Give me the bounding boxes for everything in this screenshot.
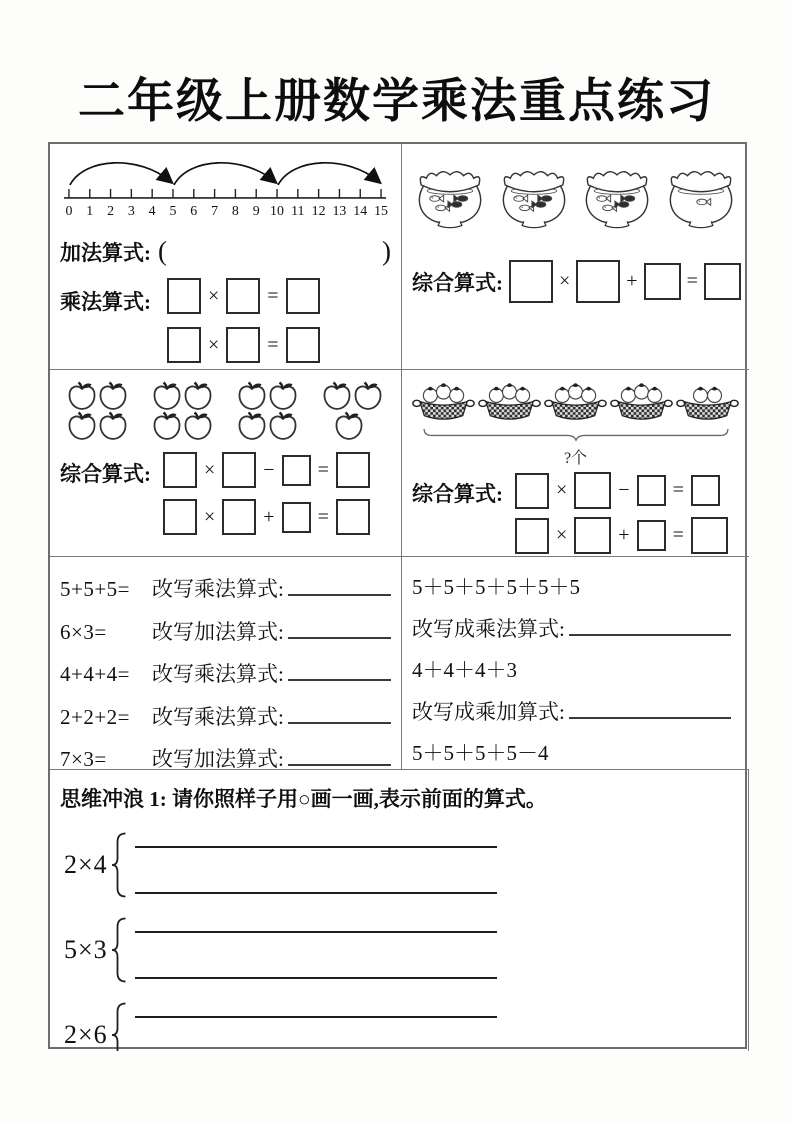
task-label: 改写乘法算式: [152,704,284,729]
page-title: 二年级上册数学乘法重点练习 [78,76,715,128]
apple-group-icon [151,380,215,442]
answer-box[interactable] [286,327,320,363]
rewrite-row [60,573,391,603]
svg-text:11: 11 [291,203,305,218]
answer-blank[interactable] [288,703,391,724]
task-label: 改写加法算式: [152,747,284,770]
fishbowl-icon [496,162,572,230]
answer-blank[interactable] [288,575,391,596]
answer-box[interactable] [222,499,256,535]
drawing-line-blank[interactable] [135,892,497,894]
times-operator: × [208,284,220,307]
answer-box[interactable] [167,278,201,314]
svg-text:10: 10 [270,203,284,218]
answer-box[interactable] [576,260,620,303]
plus-operator: + [618,524,630,546]
multiplication-equation-1 [167,278,320,314]
times-operator: × [208,333,220,356]
expression: 2+2+2= [60,704,131,729]
quantity-question-label: ?个 [563,450,588,467]
times-operator: × [556,524,568,546]
equals-operator: = [267,284,279,307]
answer-box[interactable] [336,452,370,488]
answer-box[interactable] [282,455,311,486]
rewrite-row [60,658,391,688]
plus-operator: + [626,270,638,292]
answer-box[interactable] [574,517,611,554]
svg-text:5: 5 [169,203,177,218]
times-operator: × [559,270,571,292]
combined-equations [60,452,391,535]
close-paren: ) [382,236,391,266]
expression-row [412,654,739,684]
thinking-heading: 思维冲浪 1: 请你照样子用○画一画,表示前面的算式。 [60,787,547,811]
apple-groups-row [60,380,391,442]
apple-group-icon [66,380,130,442]
answer-box[interactable] [691,475,720,506]
number-line-icon [60,154,390,218]
underbrace-icon [413,427,739,442]
section-number-line [50,144,402,370]
basket-icon [676,380,739,425]
drawing-line-blank[interactable] [135,931,497,933]
worksheet-table [48,142,747,1049]
answer-box[interactable] [637,475,666,506]
answer-box[interactable] [644,263,681,300]
drawing-item [64,917,738,983]
section-fishbowls [402,144,749,370]
equals-operator: = [672,524,684,546]
plus-operator: + [263,505,275,528]
expression: 6×3= [60,619,107,644]
apple-group-icon [236,380,300,442]
number-line-figure [60,154,391,223]
equals-operator: = [686,270,698,292]
svg-text:14: 14 [353,203,368,218]
apple-group-icon [321,380,385,442]
drawing-item [64,832,738,898]
equals-operator: = [317,505,329,528]
svg-text:12: 12 [311,203,326,218]
expression: 4＋4＋4＋3 [412,658,517,682]
left-brace-icon [111,1002,127,1051]
open-paren: ( [158,236,167,266]
svg-text:13: 13 [332,203,347,218]
section-thinking-surf [50,770,749,1051]
answer-box[interactable] [226,327,260,363]
task-row [412,696,739,726]
answer-box[interactable] [691,517,728,554]
answer-box[interactable] [222,452,256,488]
combined-equation-row [412,260,739,303]
combined-equations [412,472,739,554]
answer-box[interactable] [163,499,197,535]
expression-label: 2×4 [64,850,108,879]
fishbowl-icon [663,162,739,230]
expression-label: 2×6 [64,1020,108,1049]
equals-operator: = [267,333,279,356]
answer-blank[interactable] [569,698,731,719]
svg-text:1: 1 [86,203,94,218]
left-brace-icon [111,917,127,983]
svg-text:3: 3 [127,203,135,218]
answer-box[interactable] [336,499,370,535]
answer-box[interactable] [286,278,320,314]
equals-operator: = [317,458,329,481]
expression: 5＋5＋5＋5＋5＋5 [412,575,580,599]
drawing-line-blank[interactable] [135,846,497,848]
answer-box[interactable] [704,263,741,300]
basket-icon [412,380,475,425]
times-operator: × [204,505,216,528]
answer-box[interactable] [167,327,201,363]
multiplication-block [60,278,391,363]
rewrite-row [60,701,391,731]
task-label: 改写乘法算式: [152,577,284,601]
drawing-line-blank[interactable] [135,977,497,979]
combined-label: 综合算式: [412,270,503,295]
combined-label: 综合算式: [60,462,151,486]
task-label: 改写加法算式: [152,619,284,644]
answer-box[interactable] [282,502,311,533]
fishbowls-row [412,162,739,230]
task-label: 改写成乘法算式: [412,616,565,641]
rewrite-row [60,743,391,770]
multiplication-equation-2 [167,327,320,363]
task-label: 改写成乘加算式: [412,699,565,724]
section-apples [50,370,402,557]
combined-equation-2 [163,499,370,535]
addition-equation-row [60,236,391,267]
answer-box[interactable] [509,260,553,303]
fishbowl-icon [579,162,655,230]
combined-equation-1 [515,472,728,509]
svg-text:8: 8 [231,203,239,218]
left-brace-icon [111,832,127,898]
expression: 5+5+5= [60,577,131,601]
svg-text:7: 7 [211,203,219,218]
answer-blank[interactable] [569,615,731,636]
combined-equation-2 [515,517,728,554]
drawing-line-blank[interactable] [135,1016,497,1018]
baskets-row [412,380,739,425]
expression: 5＋5＋5＋5－4 [412,741,549,765]
task-row [412,613,739,643]
multiplication-label: 乘法算式: [60,290,151,314]
rewrite-row [60,616,391,646]
answer-box[interactable] [226,278,260,314]
section-baskets [402,370,749,557]
svg-text:2: 2 [107,203,115,218]
minus-operator: − [618,479,630,501]
basket-icon [610,380,673,425]
section-rewrite-left [50,557,402,770]
svg-text:4: 4 [148,203,156,218]
expression: 7×3= [60,747,107,770]
expression: 4+4+4= [60,662,131,686]
answer-blank[interactable] [288,660,391,681]
answer-box[interactable] [574,472,611,509]
times-operator: × [204,458,216,481]
answer-blank[interactable] [288,618,391,639]
task-label: 改写乘法算式: [152,662,284,686]
svg-text:15: 15 [374,203,389,218]
svg-text:0: 0 [65,203,73,218]
times-operator: × [556,479,568,501]
expression-row [412,737,739,767]
fishbowl-icon [412,162,488,230]
combined-equation-1 [163,452,370,488]
answer-box[interactable] [515,518,549,554]
equals-operator: = [672,479,684,501]
answer-box[interactable] [515,473,549,509]
answer-blank[interactable] [288,745,391,766]
svg-text:6: 6 [190,203,198,218]
svg-text:9: 9 [252,203,260,218]
basket-icon [544,380,607,425]
expression-row [412,571,739,601]
basket-icon [478,380,541,425]
minus-operator: − [263,458,275,481]
expression-label: 5×3 [64,935,108,964]
answer-box[interactable] [163,452,197,488]
addition-label: 加法算式: [60,241,151,265]
underbrace-figure [412,427,739,447]
section-rewrite-right [402,557,749,770]
drawing-item [64,1002,738,1051]
combined-label: 综合算式: [412,482,503,506]
answer-box[interactable] [637,520,666,551]
